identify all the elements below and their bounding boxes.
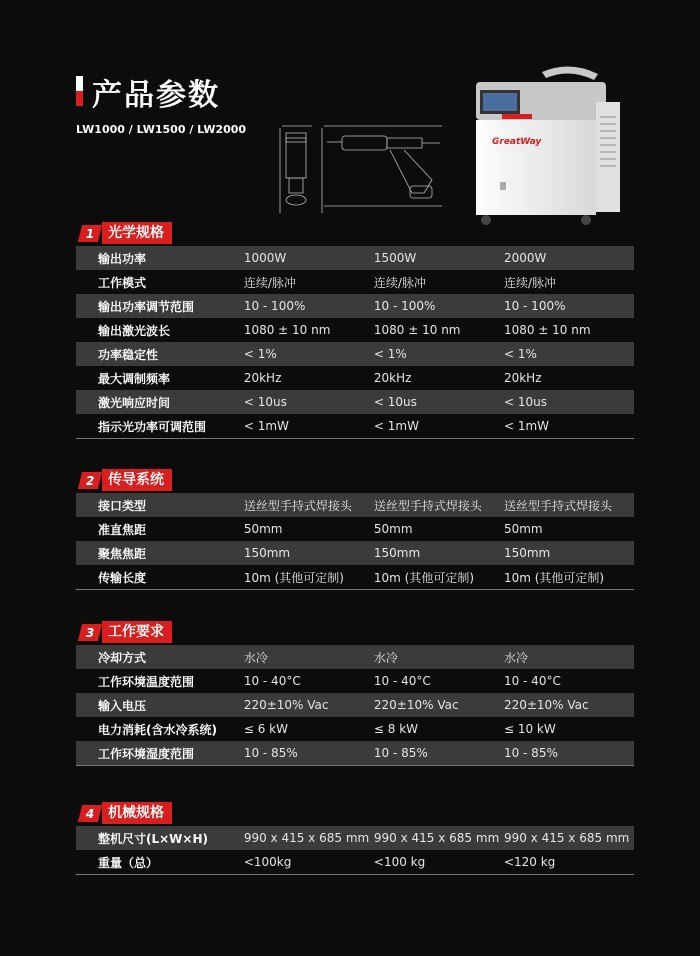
section-mechanical	[76, 800, 634, 875]
title-accent-bar	[76, 76, 83, 106]
section-number: 2	[78, 472, 102, 489]
table-row: 工作环境温度范围 10 - 40°C 10 - 40°C 10 - 40°C	[98, 674, 561, 689]
table-row: 指示光功率可调范围 < 1mW < 1mW < 1mW	[98, 419, 550, 434]
table-row: 重量（总） <100kg <100 kg <120 kg	[98, 855, 556, 870]
table-row: 整机尺寸(L×W×H) 990 x 415 x 685 mm 990 x 415 x 685 mm 990 x 415 x 685 mm	[76, 826, 634, 850]
model-list: LW1000 / LW1500 / LW2000	[76, 123, 247, 136]
table-row: 接口类型 送丝型手持式焊接头 送丝型手持式焊接头 送丝型手持式焊接头	[76, 493, 634, 517]
spec-table	[76, 645, 634, 766]
table-row: 工作模式 连续/脉冲 连续/脉冲 连续/脉冲	[98, 275, 556, 290]
table-row: 准直焦距 50mm 50mm 50mm	[98, 522, 543, 537]
section-work-requirements	[76, 619, 634, 766]
section-title: 传导系统	[102, 469, 172, 491]
section-header	[76, 220, 634, 246]
table-row: 功率稳定性 < 1% < 1% < 1%	[76, 342, 634, 366]
section-title: 工作要求	[102, 621, 172, 643]
section-header	[76, 800, 634, 826]
spec-table	[76, 246, 634, 439]
svg-text:GreatWay: GreatWay	[492, 137, 542, 147]
section-number: 3	[78, 624, 102, 641]
table-row: 传输长度 10m (其他可定制) 10m (其他可定制) 10m (其他可定制)	[98, 570, 605, 585]
section-header	[76, 467, 634, 493]
table-row: 电力消耗(含水冷系统) ≤ 6 kW ≤ 8 kW ≤ 10 kW	[98, 722, 556, 737]
section-title: 机械规格	[102, 802, 172, 824]
section-transmission	[76, 467, 634, 590]
section-optical	[76, 220, 634, 439]
table-row: 输出激光波长 1080 ± 10 nm 1080 ± 10 nm 1080 ± 10 nm	[98, 323, 591, 338]
section-header	[76, 619, 634, 645]
table-row: 最大调制频率 20kHz 20kHz 20kHz	[98, 371, 542, 386]
table-row: 工作环境湿度范围 10 - 85% 10 - 85% 10 - 85%	[76, 741, 634, 765]
laser-welder-machine-image	[470, 62, 630, 227]
section-number: 4	[78, 805, 102, 822]
page-title: 产品参数	[92, 78, 220, 113]
spec-table	[76, 493, 634, 590]
table-row: 输出功率调节范围 10 - 100% 10 - 100% 10 - 100%	[76, 294, 634, 318]
table-row: 冷却方式 水冷 水冷 水冷	[76, 645, 634, 669]
table-row: 聚焦焦距 150mm 150mm 150mm	[76, 541, 634, 565]
table-row: 激光响应时间 < 10us < 10us < 10us	[76, 390, 634, 414]
table-row: 输入电压 220±10% Vac 220±10% Vac 220±10% Vac	[76, 693, 634, 717]
welding-head-drawing	[272, 118, 467, 218]
section-number: 1	[78, 225, 102, 242]
table-row: 输出功率 1000W 1500W 2000W	[76, 246, 634, 270]
spec-table	[76, 826, 634, 875]
section-title: 光学规格	[102, 222, 172, 244]
